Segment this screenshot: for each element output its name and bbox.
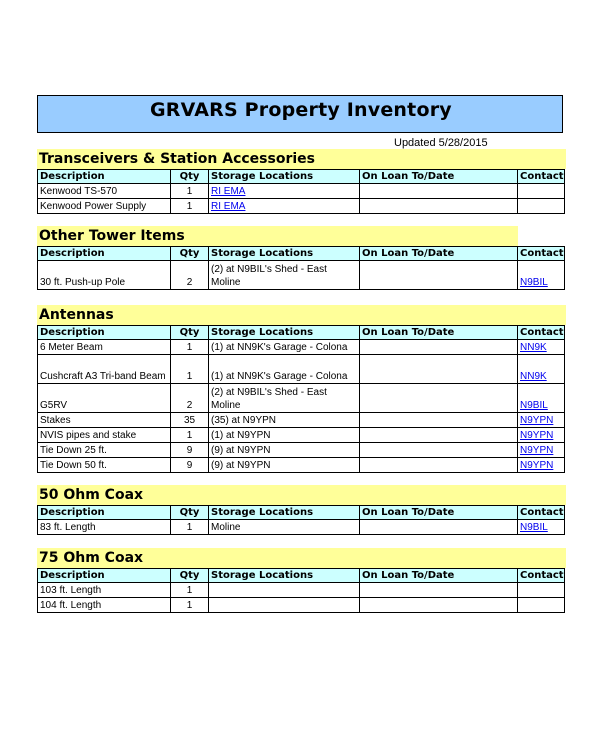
cell-loan: [360, 428, 518, 443]
header-description: Description: [38, 569, 171, 583]
cell-loan: [360, 598, 518, 613]
contact-link[interactable]: NN9K: [520, 371, 547, 382]
cell-contact: [518, 355, 565, 384]
header-contact: Contact: [518, 506, 565, 520]
cell-qty: 1: [171, 583, 209, 598]
cell-storage: [209, 199, 360, 214]
contact-link[interactable]: N9YPN: [520, 415, 554, 426]
contact-link[interactable]: NN9K: [520, 342, 547, 353]
storage-link[interactable]: RI EMA: [211, 201, 246, 212]
cell-loan: [360, 520, 518, 535]
cell-description: Cushcraft A3 Tri-band Beam: [38, 355, 171, 384]
cell-contact: [518, 340, 565, 355]
cell-storage: [209, 583, 360, 598]
header-contact: Contact: [518, 247, 565, 261]
cell-contact: [518, 184, 565, 199]
cell-contact: [518, 261, 565, 290]
cell-loan: [360, 340, 518, 355]
table-row: [38, 520, 565, 535]
storage-link[interactable]: RI EMA: [211, 186, 246, 197]
header-contact: Contact: [518, 326, 565, 340]
section-title: Antennas: [37, 305, 566, 325]
section-75-ohm: [37, 548, 564, 613]
header-storage: Storage Locations: [209, 170, 360, 184]
header-storage: Storage Locations: [209, 569, 360, 583]
cell-loan: [360, 355, 518, 384]
cell-contact: [518, 520, 565, 535]
cell-qty: 1: [171, 184, 209, 199]
header-contact: Contact: [518, 569, 565, 583]
cell-qty: 2: [171, 261, 209, 290]
header-row: [38, 247, 565, 261]
cell-qty: 1: [171, 520, 209, 535]
cell-description: 30 ft. Push-up Pole: [38, 261, 171, 290]
inventory-table: [37, 169, 565, 214]
header-loan: On Loan To/Date: [360, 506, 518, 520]
section-transceivers: [37, 149, 564, 214]
cell-description: 83 ft. Length: [38, 520, 171, 535]
cell-contact: [518, 443, 565, 458]
cell-storage: (1) at N9YPN: [209, 428, 360, 443]
contact-link[interactable]: N9YPN: [520, 445, 554, 456]
cell-qty: 1: [171, 340, 209, 355]
inventory-table: [37, 246, 565, 290]
inventory-table: [37, 505, 565, 535]
cell-description: G5RV: [38, 384, 171, 413]
cell-qty: 1: [171, 428, 209, 443]
header-contact: Contact: [518, 170, 565, 184]
cell-loan: [360, 413, 518, 428]
cell-contact: [518, 428, 565, 443]
cell-qty: 1: [171, 355, 209, 384]
cell-loan: [360, 184, 518, 199]
header-description: Description: [38, 506, 171, 520]
header-qty: Qty: [171, 326, 209, 340]
cell-loan: [360, 199, 518, 214]
table-row: [38, 583, 565, 598]
cell-storage: [209, 184, 360, 199]
cell-qty: 9: [171, 458, 209, 473]
cell-qty: 1: [171, 199, 209, 214]
header-loan: On Loan To/Date: [360, 247, 518, 261]
cell-storage: (9) at N9YPN: [209, 443, 360, 458]
contact-link[interactable]: N9YPN: [520, 460, 554, 471]
section-50-ohm: [37, 485, 564, 535]
header-qty: Qty: [171, 506, 209, 520]
table-row: [38, 428, 565, 443]
cell-loan: [360, 384, 518, 413]
header-qty: Qty: [171, 170, 209, 184]
cell-qty: 2: [171, 384, 209, 413]
cell-description: 104 ft. Length: [38, 598, 171, 613]
cell-loan: [360, 443, 518, 458]
cell-contact: [518, 458, 565, 473]
cell-storage: (35) at N9YPN: [209, 413, 360, 428]
table-row: [38, 261, 565, 290]
header-row: [38, 326, 565, 340]
header-row: [38, 569, 565, 583]
header-description: Description: [38, 247, 171, 261]
cell-contact: [518, 199, 565, 214]
header-row: [38, 170, 565, 184]
updated-date: Updated 5/28/2015: [394, 137, 488, 149]
header-qty: Qty: [171, 569, 209, 583]
cell-storage: (1) at NN9K's Garage - Colona: [209, 355, 360, 384]
header-description: Description: [38, 326, 171, 340]
cell-storage: (1) at NN9K's Garage - Colona: [209, 340, 360, 355]
cell-qty: 35: [171, 413, 209, 428]
page-title: GRVARS Property Inventory: [150, 99, 452, 121]
cell-storage: (2) at N9BIL's Shed - East Moline: [209, 261, 360, 290]
cell-contact: [518, 583, 565, 598]
cell-description: Tie Down 50 ft.: [38, 458, 171, 473]
cell-contact: [518, 384, 565, 413]
section-other-tower: [37, 226, 564, 290]
cell-description: 103 ft. Length: [38, 583, 171, 598]
table-row: [38, 199, 565, 214]
cell-description: Kenwood TS-570: [38, 184, 171, 199]
inventory-table: [37, 568, 565, 613]
header-qty: Qty: [171, 247, 209, 261]
cell-loan: [360, 261, 518, 290]
table-row: [38, 443, 565, 458]
cell-storage: [209, 598, 360, 613]
table-row: [38, 184, 565, 199]
table-row: [38, 598, 565, 613]
table-row: [38, 413, 565, 428]
section-title: 50 Ohm Coax: [37, 485, 566, 505]
cell-storage: Moline: [209, 520, 360, 535]
contact-link[interactable]: N9YPN: [520, 430, 554, 441]
cell-description: Tie Down 25 ft.: [38, 443, 171, 458]
header-loan: On Loan To/Date: [360, 326, 518, 340]
contact-link[interactable]: N9BIL: [520, 400, 548, 411]
cell-qty: 1: [171, 598, 209, 613]
contact-link[interactable]: N9BIL: [520, 277, 548, 288]
header-storage: Storage Locations: [209, 326, 360, 340]
cell-qty: 9: [171, 443, 209, 458]
cell-description: Stakes: [38, 413, 171, 428]
cell-storage: (2) at N9BIL's Shed - East Moline: [209, 384, 360, 413]
section-title: Other Tower Items: [37, 226, 518, 246]
cell-description: 6 Meter Beam: [38, 340, 171, 355]
header-storage: Storage Locations: [209, 506, 360, 520]
cell-loan: [360, 458, 518, 473]
cell-loan: [360, 583, 518, 598]
header-description: Description: [38, 170, 171, 184]
section-antennas: [37, 305, 564, 473]
inventory-table: [37, 325, 565, 473]
table-row: [38, 458, 565, 473]
cell-contact: [518, 598, 565, 613]
table-row: [38, 340, 565, 355]
table-row: [38, 384, 565, 413]
cell-contact: [518, 413, 565, 428]
cell-description: NVIS pipes and stake: [38, 428, 171, 443]
contact-link[interactable]: N9BIL: [520, 522, 548, 533]
cell-storage: (9) at N9YPN: [209, 458, 360, 473]
cell-description: Kenwood Power Supply: [38, 199, 171, 214]
section-title: 75 Ohm Coax: [37, 548, 566, 568]
header-loan: On Loan To/Date: [360, 170, 518, 184]
section-title: Transceivers & Station Accessories: [37, 149, 566, 169]
header-loan: On Loan To/Date: [360, 569, 518, 583]
header-storage: Storage Locations: [209, 247, 360, 261]
table-row: [38, 355, 565, 384]
header-row: [38, 506, 565, 520]
